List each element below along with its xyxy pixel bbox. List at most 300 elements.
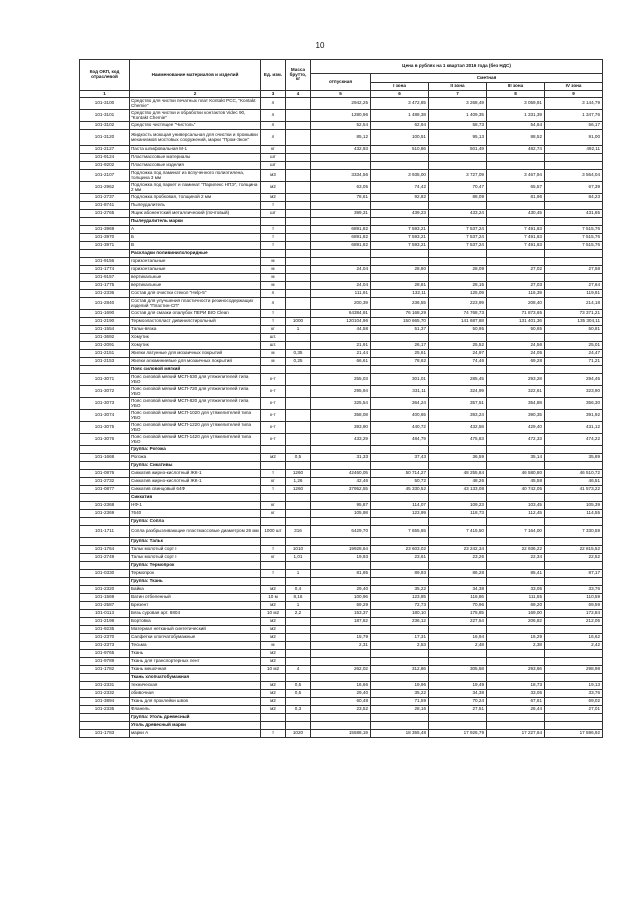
table-row (80, 274, 603, 282)
price-zone-1 (371, 518, 429, 526)
row-code: 101-2335 (80, 706, 130, 714)
table-row (80, 130, 603, 146)
price-zone-2: 25,52 (429, 342, 487, 350)
price-zone-1 (371, 674, 429, 682)
row-name: Сопла разбрызгивающие пластмассовые диаметром 26 мм (130, 526, 261, 538)
price-zone-4 (545, 462, 603, 470)
row-name: Термопрок (130, 570, 261, 578)
row-unit: 10 м2 (261, 610, 286, 618)
price-zone-2: 2,48 (429, 642, 487, 650)
price-zone-1: 35,22 (371, 690, 429, 698)
row-name: Подложка под паркет и ламинат "Парилекс НПЭ", толщина 2 мм (130, 182, 261, 194)
table-row (80, 634, 603, 642)
row-name: НФ-1 (130, 502, 261, 510)
price-release (311, 722, 371, 730)
column-number: 6 (371, 91, 429, 98)
row-gross (286, 154, 311, 162)
row-code: 101-9202 (80, 162, 130, 170)
row-code: 101-2190 (80, 318, 130, 326)
row-code (80, 674, 130, 682)
row-unit: т (261, 730, 286, 738)
row-code: 101-2151 (80, 350, 130, 358)
price-zone-3: 24,56 (487, 342, 545, 350)
price-zone-4: 16,62 (545, 634, 603, 642)
price-zone-2 (429, 494, 487, 502)
price-release: 15588,19 (311, 730, 371, 738)
price-zone-1 (371, 578, 429, 586)
price-release: 15,79 (311, 634, 371, 642)
header-estimate: Сметная (371, 74, 603, 83)
price-zone-2 (429, 674, 487, 682)
row-unit: т (261, 310, 286, 318)
row-name: Ящик абонентский металлический (почтовый) (130, 210, 261, 218)
header-gross: Масса брутто, кг (286, 60, 311, 91)
row-code: 101-2737 (80, 194, 130, 202)
table-row (80, 502, 603, 510)
price-zone-2: 175,85 (429, 610, 487, 618)
row-gross (286, 634, 311, 642)
row-name: Тальк-вязка (130, 326, 261, 334)
table-row (80, 226, 603, 234)
price-zone-3: 88,52 (487, 130, 545, 146)
price-zone-4: 110,59 (545, 594, 603, 602)
price-zone-1 (371, 650, 429, 658)
row-code: 101-2370 (80, 634, 130, 642)
price-zone-1: 45 330,52 (371, 486, 429, 494)
table-row (80, 526, 603, 538)
price-zone-2: 7 415,50 (429, 526, 487, 538)
price-release (311, 202, 371, 210)
price-zone-2 (429, 218, 487, 226)
price-zone-1 (371, 538, 429, 546)
table-row (80, 410, 603, 422)
row-unit: м2 (261, 650, 286, 658)
row-unit: л (261, 110, 286, 122)
table-row (80, 538, 603, 546)
row-name: Пластмассовые материалы (130, 154, 261, 162)
row-name: обивочная (130, 690, 261, 698)
row-code: 101-0330 (80, 570, 130, 578)
row-unit: м2 (261, 626, 286, 634)
table-row (80, 122, 603, 130)
row-name: Сиккатив жирно-кислотный ЖК-1 (130, 478, 261, 486)
table-row (80, 282, 603, 290)
price-release (311, 462, 371, 470)
row-code: 101-2840 (80, 298, 130, 310)
row-gross: 0,5 (286, 454, 311, 462)
page-number: 10 (315, 41, 325, 50)
row-gross (286, 274, 311, 282)
price-zone-3 (487, 518, 545, 526)
row-name: Средство чистящее "Чистоль" (130, 122, 261, 130)
price-zone-4 (545, 578, 603, 586)
price-zone-2 (429, 258, 487, 266)
price-zone-2: 16,94 (429, 634, 487, 642)
table-row (80, 386, 603, 398)
row-code (80, 462, 130, 470)
row-gross (286, 110, 311, 122)
price-zone-1: 23,61 (371, 554, 429, 562)
row-unit: м (261, 350, 286, 358)
price-zone-3: 50,65 (487, 326, 545, 334)
row-name: Сиккатив жирно-кислотный ЖК-1 (130, 470, 261, 478)
table-row (80, 462, 603, 470)
price-zone-2: 58,73 (429, 122, 487, 130)
price-release: 153,37 (311, 610, 371, 618)
price-zone-3: 293,66 (487, 666, 545, 674)
row-gross (286, 650, 311, 658)
price-zone-4: 7 330,59 (545, 526, 603, 538)
price-release: 111,91 (311, 290, 371, 298)
row-name: марки А (130, 730, 261, 738)
price-zone-3: 67,61 (487, 698, 545, 706)
price-release: 393,90 (311, 422, 371, 434)
table-row (80, 318, 603, 326)
price-zone-1: 18 355,48 (371, 730, 429, 738)
price-zone-4: 24,47 (545, 350, 603, 358)
table-row (80, 234, 603, 242)
price-zone-4: 73 371,21 (545, 310, 603, 318)
price-release: 85,12 (311, 130, 371, 146)
row-code: 101-2332 (80, 690, 130, 698)
price-release: 187,62 (311, 618, 371, 626)
row-unit: м (261, 258, 286, 266)
price-zone-3 (487, 658, 545, 666)
price-zone-4 (545, 714, 603, 722)
price-zone-4: 46,51 (545, 478, 603, 486)
price-zone-4 (545, 162, 603, 170)
table-row (80, 194, 603, 202)
price-zone-3: 69,28 (487, 358, 545, 366)
table-row (80, 470, 603, 478)
table-row (80, 374, 603, 386)
price-zone-2: 118,73 (429, 510, 487, 518)
row-unit: м (261, 266, 286, 274)
row-gross (286, 342, 311, 350)
price-zone-1: 301,01 (371, 374, 429, 386)
price-release: 60,48 (311, 698, 371, 706)
price-zone-1: 7 655,65 (371, 526, 429, 538)
row-unit: т (261, 570, 286, 578)
column-number: 2 (130, 91, 261, 98)
row-gross: 8,16 (286, 594, 311, 602)
price-release: 2,31 (311, 642, 371, 650)
row-gross (286, 334, 311, 342)
price-zone-2: 50,95 (429, 326, 487, 334)
row-name: Тесьма (130, 642, 261, 650)
header-price-title: Цена в рублях на 1 квартал 2016 года (без НДС) (311, 60, 603, 74)
price-zone-4 (545, 258, 603, 266)
price-release (311, 626, 371, 634)
price-zone-1 (371, 202, 429, 210)
price-zone-3: 472,33 (487, 434, 545, 446)
price-release: 6891,82 (311, 242, 371, 250)
row-code: 101-9235 (80, 626, 130, 634)
table-row (80, 202, 603, 210)
price-zone-2: 19,49 (429, 682, 487, 690)
row-gross: 1010 (286, 546, 311, 554)
price-zone-1 (371, 366, 429, 374)
price-zone-1 (371, 562, 429, 570)
column-number: 4 (286, 91, 311, 98)
price-zone-1: 439,23 (371, 210, 429, 218)
price-zone-1: 364,24 (371, 398, 429, 410)
price-zone-1: 28,81 (371, 282, 429, 290)
price-release: 432,93 (311, 146, 371, 154)
price-zone-4: 492,11 (545, 146, 603, 154)
row-name: Б (130, 234, 261, 242)
price-zone-4: 1 347,76 (545, 110, 603, 122)
row-unit: м2 (261, 706, 286, 714)
row-code: 101-1774 (80, 266, 130, 274)
table-header (80, 60, 603, 98)
price-release: 19928,64 (311, 546, 371, 554)
row-name: А (130, 226, 261, 234)
table-row (80, 398, 603, 410)
row-unit: л (261, 290, 286, 298)
price-zone-3 (487, 462, 545, 470)
row-unit: м2 (261, 698, 286, 706)
price-release: 255,03 (311, 374, 371, 386)
row-gross (286, 462, 311, 470)
table-row (80, 434, 603, 446)
price-release: 358,08 (311, 410, 371, 422)
price-zone-4: 41 573,22 (545, 486, 603, 494)
row-unit: кг (261, 326, 286, 334)
price-zone-2 (429, 722, 487, 730)
price-zone-4 (545, 446, 603, 454)
row-unit: м2 (261, 690, 286, 698)
table-row (80, 602, 603, 610)
row-unit: т (261, 234, 286, 242)
row-unit: к-т (261, 374, 286, 386)
row-code: 101-1783 (80, 730, 130, 738)
row-name: 7640 (130, 510, 261, 518)
price-release: 44,58 (311, 326, 371, 334)
row-unit: к-т (261, 386, 286, 398)
price-zone-4 (545, 518, 603, 526)
row-code: 101-0113 (80, 610, 130, 618)
price-zone-3: 46 580,80 (487, 470, 545, 478)
table-row (80, 650, 603, 658)
row-unit (261, 578, 286, 586)
price-zone-1 (371, 154, 429, 162)
row-gross: 1260 (286, 486, 311, 494)
row-gross (286, 226, 311, 234)
price-zone-2: 501,49 (429, 146, 487, 154)
row-name: Материал нетканый синтетический (130, 626, 261, 634)
row-unit: м3 (261, 170, 286, 182)
price-zone-3: 322,61 (487, 386, 545, 398)
row-name: Пылеудалитель марки (130, 218, 261, 226)
price-zone-3: 65,57 (487, 182, 545, 194)
price-zone-4: 323,90 (545, 386, 603, 398)
row-code: 101-0876 (80, 470, 130, 478)
row-gross (286, 538, 311, 546)
row-unit: м2 (261, 182, 286, 194)
row-name: Байка (130, 586, 261, 594)
row-unit: л (261, 130, 286, 146)
price-release: 399,31 (311, 210, 371, 218)
table-row (80, 170, 603, 182)
price-zone-1: 74,42 (371, 182, 429, 194)
row-code: 101-9124 (80, 154, 130, 162)
row-unit (261, 446, 286, 454)
price-zone-1 (371, 218, 429, 226)
row-gross (286, 494, 311, 502)
table-row (80, 722, 603, 730)
price-zone-3 (487, 366, 545, 374)
price-release: 6429,70 (311, 526, 371, 538)
price-zone-1: 7 593,21 (371, 226, 429, 234)
row-gross (286, 502, 311, 510)
price-zone-4: 119,61 (545, 290, 603, 298)
row-unit: м (261, 274, 286, 282)
row-gross (286, 310, 311, 318)
row-code: 101-3970 (80, 234, 130, 242)
table-row (80, 110, 603, 122)
row-name: Подложка пробковая, толщиной 2 мм (130, 194, 261, 202)
price-release: 29,40 (311, 690, 371, 698)
row-gross (286, 398, 311, 410)
row-unit: м2 (261, 634, 286, 642)
price-zone-1: 312,86 (371, 666, 429, 674)
row-unit: т (261, 242, 286, 250)
price-zone-1: 23 603,02 (371, 546, 429, 554)
price-zone-4: 474,22 (545, 434, 603, 446)
row-name: Жилки латунные для мозаичных покрытий (130, 350, 261, 358)
price-zone-1: 400,65 (371, 410, 429, 422)
row-unit: шт. (261, 334, 286, 342)
row-unit: кг (261, 478, 286, 486)
price-zone-3: 429,40 (487, 422, 545, 434)
row-name: В (130, 242, 261, 250)
row-gross (286, 374, 311, 386)
row-name: Пылеудалитель (130, 202, 261, 210)
row-name: Сиккатив (130, 494, 261, 502)
price-zone-3: 116,39 (487, 290, 545, 298)
price-zone-1: 50 714,27 (371, 470, 429, 478)
price-zone-1: 76 168,29 (371, 310, 429, 318)
price-zone-4 (545, 202, 603, 210)
row-code: 101-2587 (80, 602, 130, 610)
price-zone-1 (371, 162, 429, 170)
price-zone-1 (371, 334, 429, 342)
price-zone-2: 433,24 (429, 210, 487, 218)
row-name: техническая (130, 682, 261, 690)
row-gross (286, 410, 311, 422)
row-code: 101-1782 (80, 666, 130, 674)
price-zone-3 (487, 562, 545, 570)
row-gross (286, 210, 311, 218)
row-name: Пояс силовой мягкий МСП-720 для утяжелителей типа УБО (130, 386, 261, 398)
price-zone-1 (371, 462, 429, 470)
price-zone-4: 431,12 (545, 422, 603, 434)
price-zone-4: 22 815,52 (545, 546, 603, 554)
row-unit: т (261, 226, 286, 234)
price-zone-3: 33,05 (487, 586, 545, 594)
row-name: Состав для смазки опалубок ПЕРИ BIO Clean (130, 310, 261, 318)
price-zone-2: 74,46 (429, 358, 487, 366)
price-zone-3: 2,38 (487, 642, 545, 650)
row-name: Пояс силовой мягкий МСП-1020 для утяжелителей типа УБО (130, 410, 261, 422)
price-zone-3: 7 491,63 (487, 226, 545, 234)
row-gross (286, 162, 311, 170)
row-unit: м2 (261, 682, 286, 690)
table-row (80, 486, 603, 494)
price-release: 42,46 (311, 478, 371, 486)
price-release (311, 494, 371, 502)
price-zone-3: 112,45 (487, 510, 545, 518)
price-zone-2: 125,09 (429, 290, 487, 298)
row-gross (286, 674, 311, 682)
row-gross (286, 218, 311, 226)
price-release: 1280,96 (311, 110, 371, 122)
price-release: 31,33 (311, 454, 371, 462)
row-code: 101-3102 (80, 122, 130, 130)
price-zone-4: 3 564,04 (545, 170, 603, 182)
price-zone-4: 172,84 (545, 610, 603, 618)
price-zone-2: 324,99 (429, 386, 487, 398)
price-release: 52,54 (311, 122, 371, 130)
price-release: 16,66 (311, 682, 371, 690)
table-row (80, 218, 603, 226)
price-zone-2 (429, 274, 487, 282)
row-name: Жидкость моющая универсальная для очистки и промывки механизмов мостовых сооружений, марки "Пром-Экон" (130, 130, 261, 146)
price-zone-2: 70,24 (429, 698, 487, 706)
column-number: 5 (311, 91, 371, 98)
row-unit: 10 м (261, 594, 286, 602)
table-row (80, 290, 603, 298)
row-gross (286, 446, 311, 454)
table-row (80, 366, 603, 374)
price-zone-2: 28,09 (429, 266, 487, 274)
price-zone-3: 22,34 (487, 554, 545, 562)
row-gross (286, 386, 311, 398)
table-row (80, 698, 603, 706)
price-zone-2 (429, 446, 487, 454)
price-release: 295,94 (311, 386, 371, 398)
price-zone-2: 48 255,84 (429, 470, 487, 478)
price-release: 24,04 (311, 282, 371, 290)
row-name: Хомутик (130, 334, 261, 342)
table-row (80, 666, 603, 674)
row-unit: т (261, 318, 286, 326)
row-code: 101-2107 (80, 170, 130, 182)
price-release: 81,95 (311, 570, 371, 578)
row-gross (286, 562, 311, 570)
row-unit (261, 722, 286, 730)
price-zone-4: 27,58 (545, 266, 603, 274)
row-name: Пластмассовые изделия (130, 162, 261, 170)
row-unit: л (261, 122, 286, 130)
price-zone-2 (429, 518, 487, 526)
price-release: 66,61 (311, 358, 371, 366)
row-name: Брезент (130, 602, 261, 610)
price-release (311, 674, 371, 682)
price-zone-1: 25,61 (371, 350, 429, 358)
price-release: 120104,96 (311, 318, 371, 326)
row-code: 101-2336 (80, 290, 130, 298)
row-name: Сиккатив свинцовый 64Ф (130, 486, 261, 494)
price-zone-3: 22 936,22 (487, 546, 545, 554)
row-code (80, 722, 130, 730)
row-gross: 0,35 (286, 350, 311, 358)
row-unit: м (261, 358, 286, 366)
row-unit: к-т (261, 422, 286, 434)
price-zone-1: 440,72 (371, 422, 429, 434)
header-name: Наименование материалов и изделий (130, 60, 261, 91)
